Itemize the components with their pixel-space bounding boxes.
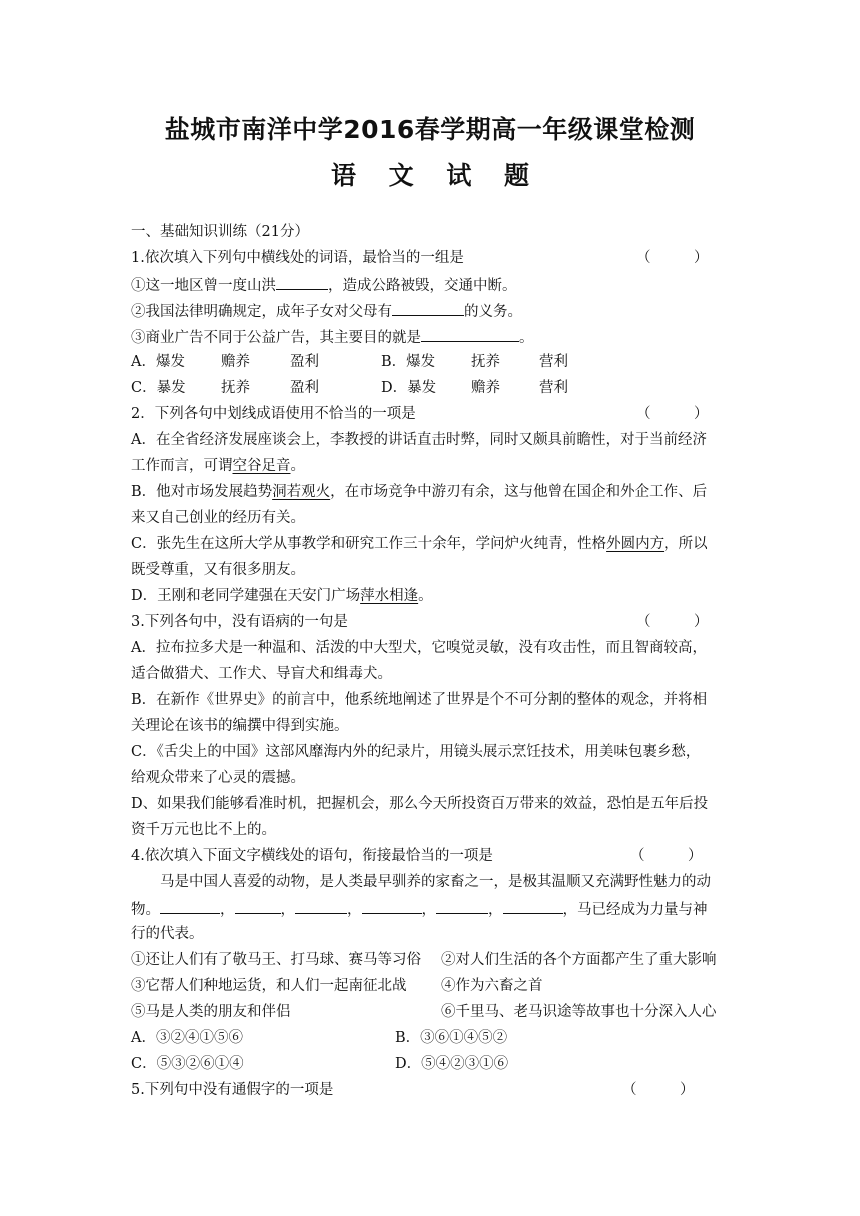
q3-answer-paren: （ ） xyxy=(636,614,709,630)
q3-option-c-line1: C．《舌尖上的中国》这部风靡海内外的纪录片，用镜头展示烹饪技术，用美味包裹乡愁， xyxy=(131,744,701,760)
q2-idiom-c: 外圆内方 xyxy=(606,536,665,552)
q3-option-a-line2: 适合做猎犬、工作犬、导盲犬和缉毒犬。 xyxy=(131,666,392,682)
q4-blank-3 xyxy=(295,898,347,914)
q3-option-b-line2: 关理论在该书的编撰中得到实施。 xyxy=(131,718,349,734)
q1-option-c: C．暴发 xyxy=(131,380,186,396)
exam-subtitle: 语 文 试 题 xyxy=(330,161,542,190)
q1-option-b-word3: 营利 xyxy=(539,354,568,370)
q1-option-a: A．爆发 xyxy=(131,354,185,370)
q3-option-a-line1: A．拉布拉多犬是一种温和、活泼的中大型犬，它嗅觉灵敏，没有攻击性，而且智商较高， xyxy=(131,640,707,656)
q1-sentence-3: ③商业广告不同于公益广告，其主要目的就是 。 xyxy=(131,326,534,348)
q4-option-b: B．③⑥①④⑤② xyxy=(395,1030,508,1046)
q2-option-b-line2: 来又自己创业的经历有关。 xyxy=(131,510,305,526)
q2-idiom-a: 空谷足音 xyxy=(232,458,291,474)
q4-item-2: ②对人们生活的各个方面都产生了重大影响 xyxy=(441,952,717,968)
q4-item-4: ④作为六畜之首 xyxy=(441,978,543,994)
q2-idiom-d: 萍水相逢 xyxy=(360,588,419,604)
q2-idiom-b: 洞若观火 xyxy=(272,484,331,500)
q4-item-5: ⑤马是人类的朋友和伴侣 xyxy=(131,1004,291,1020)
q3-option-d-line1: D、如果我们能够看准时机，把握机会，那么今天所投资百万带来的效益，恐怕是五年后投 xyxy=(131,796,709,812)
q1-blank-3 xyxy=(421,326,519,342)
q2-option-d-line1: D．王刚和老同学建强在天安门广场萍水相逢。 xyxy=(131,588,433,604)
q4-item-6: ⑥千里马、老马识途等故事也十分深入人心 xyxy=(441,1004,717,1020)
q4-option-c: C．⑤③②⑥①④ xyxy=(131,1056,244,1072)
section-heading: 一、基础知识训练（21分） xyxy=(131,224,309,240)
q4-answer-paren: （ ） xyxy=(630,848,703,864)
q1-option-b: B．爆发 xyxy=(381,354,436,370)
q4-blank-1 xyxy=(160,898,220,914)
q3-option-d-line2: 资千万元也比不上的。 xyxy=(131,822,276,838)
q4-blank-6 xyxy=(503,898,563,914)
q2-option-a-line1: A．在全省经济发展座谈会上，李教授的讲话直击时弊，同时又颇具前瞻性，对于当前经济 xyxy=(131,432,707,448)
exam-title: 盐城市南洋中学2016春学期高一年级课堂检测 xyxy=(164,115,696,144)
q2-option-c-line1: C．张先生在这所大学从事教学和研究工作三十余年，学问炉火纯青，性格外圆内方，所以 xyxy=(131,536,708,552)
q3-option-b-line1: B．在新作《世界史》的前言中，他系统地阐述了世界是个不可分割的整体的观念，并将相 xyxy=(131,692,708,708)
q2-stem: 2．下列各句中划线成语使用不恰当的一项是 xyxy=(131,406,416,422)
q1-option-a-word2: 赡养 xyxy=(221,354,250,370)
q1-sentence-2: ②我国法律明确规定，成年子女对父母有 的义务。 xyxy=(131,300,522,322)
q4-option-d: D．⑤④②③①⑥ xyxy=(395,1056,509,1072)
q2-option-c-line2: 既受尊重，又有很多朋友。 xyxy=(131,562,305,578)
q2-option-b-line1: B．他对市场发展趋势洞若观火，在市场竞争中游刃有余，这与他曾在国企和外企工作、后 xyxy=(131,484,708,500)
q1-option-d-word2: 赡养 xyxy=(471,380,500,396)
q3-option-c-line2: 给观众带来了心灵的震撼。 xyxy=(131,770,305,786)
q1-blank-2 xyxy=(392,300,464,316)
q4-item-3: ③它帮人们种地运货，和人们一起南征北战 xyxy=(131,978,407,994)
q1-sentence-1: ①这一地区曾一度山洪 ，造成公路被毁，交通中断。 xyxy=(131,274,517,296)
q5-stem: 5.下列句中没有通假字的一项是 xyxy=(131,1082,334,1098)
q2-option-a-line2: 工作而言，可谓空谷足音。 xyxy=(131,458,305,474)
q4-item-1: ①还让人们有了敬马王、打马球、赛马等习俗 xyxy=(131,952,421,968)
q4-passage-line2: 物。 ， ， ， ， ， ，马已经成为力量与神 xyxy=(131,898,708,920)
q4-blank-5 xyxy=(436,898,488,914)
q1-option-b-word2: 抚养 xyxy=(471,354,500,370)
q1-option-c-word3: 盈利 xyxy=(290,380,319,396)
q1-stem: 1.依次填入下列句中横线处的词语，最恰当的一组是 xyxy=(131,250,464,266)
q2-answer-paren: （ ） xyxy=(636,406,709,422)
q1-option-d: D．暴发 xyxy=(381,380,437,396)
q1-option-a-word3: 盈利 xyxy=(290,354,319,370)
q4-passage-line1: 马是中国人喜爱的动物，是人类最早驯养的家畜之一，是极其温顺又充满野性魅力的动 xyxy=(160,874,711,890)
q1-blank-1 xyxy=(276,274,328,290)
q4-blank-2 xyxy=(235,898,281,914)
q1-option-c-word2: 抚养 xyxy=(221,380,250,396)
q3-stem: 3.下列各句中，没有语病的一句是 xyxy=(131,614,348,630)
q5-answer-paren: （ ） xyxy=(622,1082,695,1098)
q4-blank-4 xyxy=(362,898,422,914)
q1-answer-paren: （ ） xyxy=(636,250,709,266)
q4-stem: 4.依次填入下面文字横线处的语句，衔接最恰当的一项是 xyxy=(131,848,493,864)
q1-option-d-word3: 营利 xyxy=(539,380,568,396)
q4-passage-line3: 行的代表。 xyxy=(131,926,204,942)
q4-option-a: A．③②④①⑤⑥ xyxy=(131,1030,243,1046)
